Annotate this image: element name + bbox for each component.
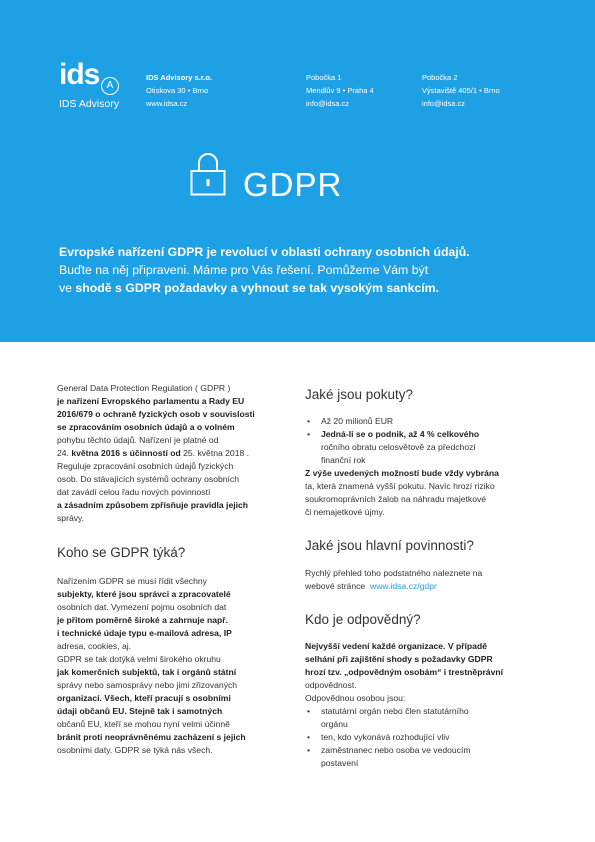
list-item: • zaměstnanec nebo osoba ve vedoucím postavení (305, 744, 537, 770)
body-line: GDPR se tak dotýká velmi širokého okruhu (57, 654, 221, 664)
contact-address: Otiskova 30 • Brno (146, 86, 209, 95)
fines-list (305, 415, 537, 467)
section-heading-povinnosti: Jaké jsou hlavní povinnosti? (305, 538, 474, 553)
body-line: či nemajetkové újmy. (305, 507, 385, 517)
body-line: osobními daty. GDPR se týká nás všech. (57, 745, 213, 755)
body-line: subjekty, které jsou správci a zpracovatelé (57, 589, 231, 599)
body-line: Odpovědnou osobou jsou: (305, 693, 406, 703)
body-line: údaji občanů EU. Stejně tak i samotných (57, 706, 223, 716)
body-line: Nejvyšší vedení každé organizace. V případě (305, 641, 487, 651)
contact-branch-1 (306, 71, 374, 110)
intro-line: ve shodě s GDPR požadavky a vyhnout se tak vysokým sankcím. (59, 281, 440, 295)
list-item: • statutární orgán nebo člen statutárního orgánu (305, 705, 537, 731)
body-line: se zpracováním osobních údajů a o volném (57, 422, 235, 432)
body-line: Reguluje zpracování osobních údajů fyzických (57, 461, 234, 471)
body-line: správy nebo samosprávy nebo jimi zřizovaných (57, 680, 238, 690)
body-line: webové stránce www.idsa.cz/gdpr (305, 581, 437, 591)
logo-mark: ids (59, 58, 100, 91)
logo-circle: A (101, 77, 119, 95)
body-line: jak komerčních subjektů, tak i orgánů státní (57, 667, 237, 677)
contact-email[interactable]: info@idsa.cz (422, 99, 466, 108)
list-item: • Jedná-li se o podnik, až 4 % celkového ročního obratu celosvětově za předchozí finanční rok (305, 428, 537, 467)
body-line: dat zavádí celou řadu nových povinností (57, 487, 211, 497)
intro-line: Buďte na něj připraveni. Máme pro Vás řešení. Pomůžeme Vám být (59, 263, 429, 277)
intro-text (59, 243, 470, 297)
right-column (305, 388, 537, 770)
contact-address: Mendlův 9 • Praha 4 (306, 86, 374, 95)
body-line: organizací. Všech, kteří pracují s osobními (57, 693, 231, 703)
body-line: General Data Protection Regulation ( GDPR ) (57, 383, 231, 393)
contact-title: IDS Advisory s.r.o. (146, 73, 212, 82)
body-line: 24. května 2016 s účinností od 25. května 2018 . (57, 448, 250, 458)
body-line: bránit proti neoprávněnému zacházení s jejich (57, 732, 246, 742)
list-item: • Až 20 milionů EUR (305, 415, 537, 428)
body-line: hrozí tzv. „odpovědným osobám“ i trestněprávní (305, 667, 504, 677)
body-line: odpovědnost. (305, 680, 357, 690)
contact-title: Pobočka 2 (422, 73, 458, 82)
body-line: a zásadním způsobem zpřísňuje pravidla jejich (57, 500, 249, 510)
logo-name: IDS Advisory (59, 98, 120, 110)
section-heading-pokuty: Jaké jsou pokuty? (305, 387, 414, 402)
contact-email[interactable]: info@idsa.cz (306, 99, 350, 108)
body-line: 2016/679 o ochraně fyzických osob v souvislosti (57, 409, 255, 419)
responsible-list (305, 705, 537, 770)
body-line: i technické údaje typu e-mailová adresa, IP (57, 628, 232, 638)
list-item: • ten, kdo vykonává rozhodující vliv (305, 731, 537, 744)
lock-icon (190, 152, 226, 196)
body-line: pohybu těchto údajů. Nařízení je platné od (57, 435, 219, 445)
body-line: Z výše uvedených možností bude vždy vybrána (305, 468, 499, 478)
body-line: Rychlý přehled toho podstatného naleznete na (305, 568, 483, 578)
page-title: GDPR (243, 166, 343, 203)
left-column (57, 382, 289, 757)
intro-line: Evropské nařízení GDPR je revolucí v oblasti ochrany osobních údajů. (59, 245, 470, 259)
section-heading-koho: Koho se GDPR týká? (57, 545, 186, 560)
contact-address: Výstaviště 405/1 • Brno (422, 86, 500, 95)
body-line: osobních dat. Vymezení pojmu osobních dat (57, 602, 227, 612)
contact-title: Pobočka 1 (306, 73, 342, 82)
body-line: osob. Do stávajících systémů ochrany osobních (57, 474, 239, 484)
ids-logo (59, 60, 129, 114)
header-banner (0, 0, 595, 342)
contact-web[interactable]: www.idsa.cz (146, 99, 188, 108)
gdpr-link[interactable]: www.idsa.cz/gdpr (369, 581, 437, 591)
section-heading-odpovedny: Kdo je odpovědný? (305, 612, 421, 627)
body-line: soukromoprávních žalob na náhradu majetkové (305, 494, 487, 504)
body-line: je nařízení Evropského parlamentu a Rady EU (57, 396, 245, 406)
body-line: ta, která znamená vyšší pokutu. Navíc hrozí riziko (305, 481, 495, 491)
body-line: je přitom poměrně široké a zahrnuje např. (57, 615, 228, 625)
body-line: správy. (57, 513, 85, 523)
body-line: selhání při zajištění shody s požadavky GDPR (305, 654, 493, 664)
body-line: adresa, cookies, aj. (57, 641, 132, 651)
contact-headquarters (146, 71, 212, 110)
body-line: Nařízením GDPR se musí řídit všechny (57, 576, 207, 586)
body-line: občanů EU, kteří se mohou nyní velmi účinně (57, 719, 230, 729)
contact-branch-2 (422, 71, 500, 110)
